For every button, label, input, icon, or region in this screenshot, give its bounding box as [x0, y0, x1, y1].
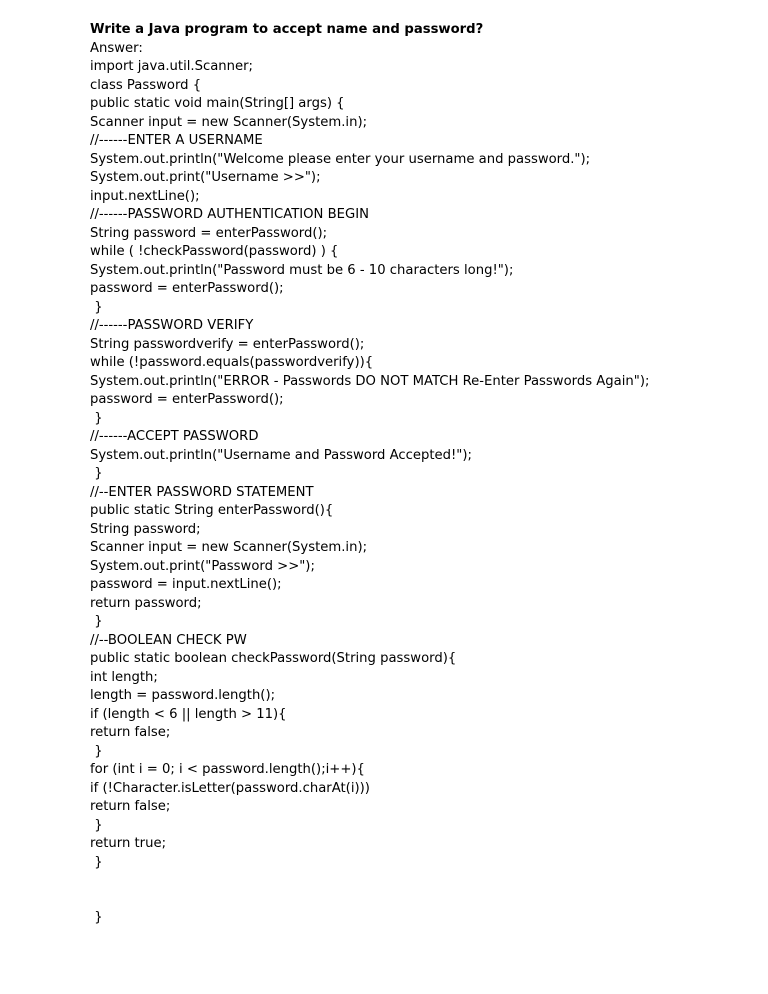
code-line: System.out.println("Password must be 6 - 10 characters long!"); [90, 262, 514, 278]
code-line: System.out.println("Welcome please enter your username and password."); [90, 151, 591, 167]
code-line: while (!password.equals(passwordverify)){ [90, 355, 374, 370]
code-line: if (!Character.isLetter(password.charAt(i))) [90, 780, 370, 796]
code-line: input.nextLine(); [90, 188, 200, 204]
code-line: import java.util.Scanner; [90, 59, 254, 74]
code-line: Scanner input = new Scanner(System.in); [90, 114, 368, 130]
document-page [90, 21, 750, 928]
answer-code-block [90, 40, 750, 928]
answer-label: Answer: [90, 40, 143, 56]
code-line: } [90, 299, 103, 315]
code-line: System.out.print("Username >>"); [90, 170, 321, 185]
code-line: String passwordverify = enterPassword(); [90, 336, 365, 352]
code-line: while ( !checkPassword(password) ) { [90, 244, 339, 259]
code-line: //------ACCEPT PASSWORD [90, 429, 259, 444]
code-line: } [90, 614, 103, 629]
blank-line [90, 891, 750, 910]
code-line: //------PASSWORD AUTHENTICATION BEGIN [90, 207, 369, 222]
code-line: return false; [90, 799, 171, 814]
code-line: return password; [90, 595, 202, 611]
code-line: password = enterPassword(); [90, 392, 284, 407]
code-line: if (length < 6 || length > 11){ [90, 706, 287, 722]
code-line: } [90, 854, 103, 870]
code-line: public static String enterPassword(){ [90, 503, 334, 518]
code-line: return false; [90, 725, 171, 740]
code-line: //--BOOLEAN CHECK PW [90, 632, 247, 648]
code-line: } [90, 410, 103, 426]
code-line: for (int i = 0; i < password.length();i++){ [90, 762, 365, 777]
code-line: //------ENTER A USERNAME [90, 133, 263, 148]
code-line: int length; [90, 669, 158, 685]
blank-line [90, 872, 750, 891]
code-line: public static boolean checkPassword(String password){ [90, 651, 457, 666]
code-line: String password; [90, 521, 201, 537]
code-line: class Password { [90, 77, 202, 93]
code-line: } [90, 817, 103, 833]
code-line: } [90, 743, 103, 759]
code-line: public static void main(String[] args) { [90, 96, 345, 111]
code-line: Scanner input = new Scanner(System.in); [90, 540, 368, 555]
code-line: String password = enterPassword(); [90, 225, 328, 241]
code-line: return true; [90, 836, 167, 851]
code-line: password = enterPassword(); [90, 281, 284, 296]
code-line: } [90, 910, 103, 925]
code-line: //--ENTER PASSWORD STATEMENT [90, 484, 314, 500]
code-line: length = password.length(); [90, 688, 276, 703]
code-line: System.out.print("Password >>"); [90, 558, 315, 574]
code-line: System.out.println("Username and Password Accepted!"); [90, 447, 472, 463]
code-line: } [90, 466, 103, 481]
code-line: System.out.println("ERROR - Passwords DO NOT MATCH Re-Enter Passwords Again"); [90, 373, 650, 389]
code-line: //------PASSWORD VERIFY [90, 318, 254, 333]
code-line: password = input.nextLine(); [90, 577, 282, 592]
question-title: Write a Java program to accept name and password? [90, 22, 484, 37]
